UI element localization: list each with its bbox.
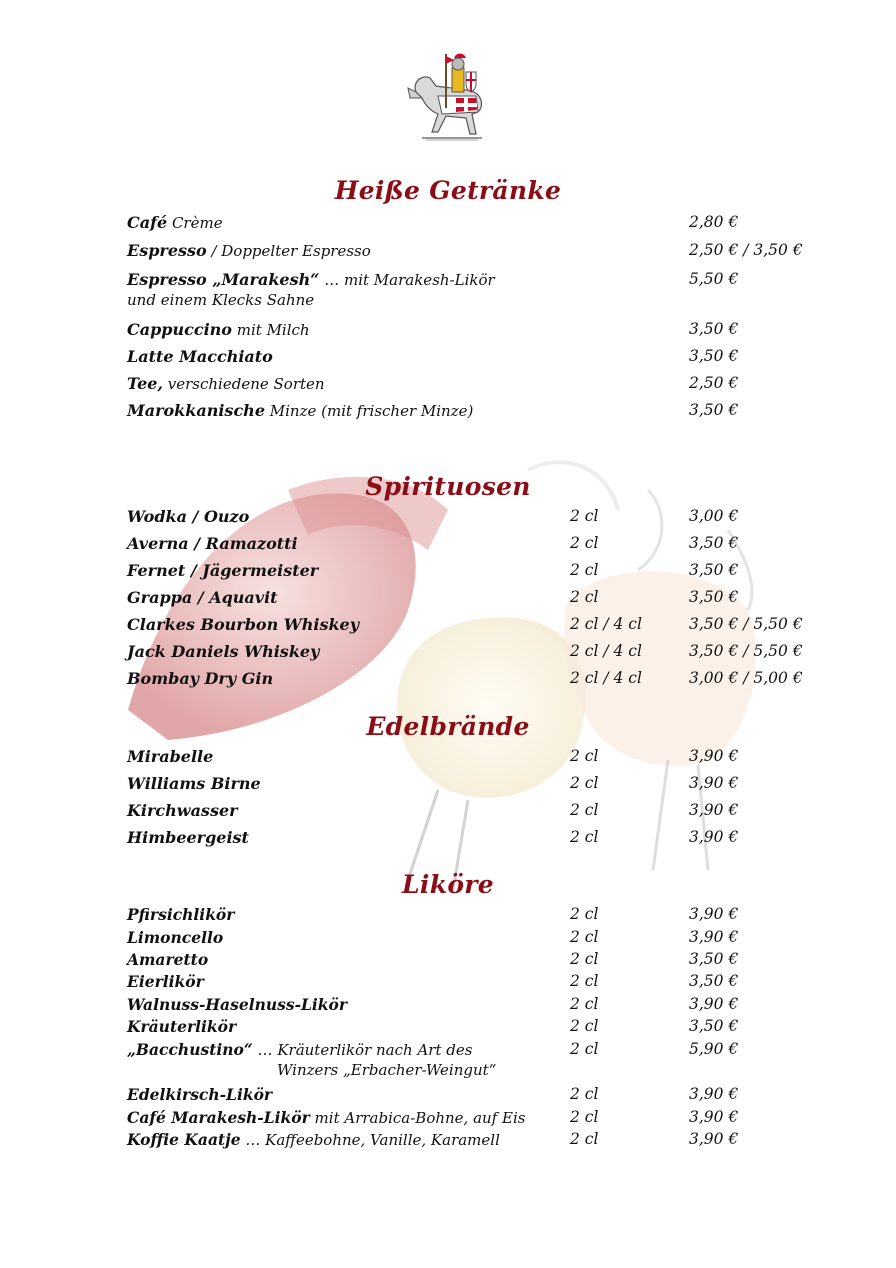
item-price: 3,90 € xyxy=(689,774,739,792)
item-price: 3,50 € xyxy=(689,972,739,990)
item-price: 3,50 € xyxy=(689,950,739,968)
menu-item xyxy=(127,561,847,583)
item-name: Kirchwasser xyxy=(127,801,238,820)
item-price: 2,50 € / 3,50 € xyxy=(689,241,803,259)
item-price: 5,90 € xyxy=(689,1040,739,1058)
item-price: 3,90 € xyxy=(689,905,739,923)
item-name: Marokkanische Minze (mit frischer Minze) xyxy=(127,401,474,420)
item-price: 3,50 € xyxy=(689,401,739,419)
item-volume: 2 cl / 4 cl xyxy=(570,642,642,660)
item-name: „Bacchustino“ … Kräuterlikör nach Art des xyxy=(127,1040,473,1059)
item-name: Pfirsichlikör xyxy=(127,905,235,924)
item-volume: 2 cl xyxy=(570,1017,599,1035)
item-name: Café Marakesh-Likör mit Arrabica-Bohne, auf Eis xyxy=(127,1108,526,1127)
menu-item xyxy=(127,320,847,342)
item-price: 3,90 € xyxy=(689,1130,739,1148)
item-description-line2: und einem Klecks Sahne xyxy=(127,291,315,309)
item-price: 3,90 € xyxy=(689,801,739,819)
item-price: 3,50 € xyxy=(689,561,739,579)
menu-item xyxy=(127,1108,847,1130)
item-volume: 2 cl / 4 cl xyxy=(570,615,642,633)
menu-item xyxy=(127,928,847,950)
item-volume: 2 cl xyxy=(570,1085,599,1103)
item-price: 3,50 € xyxy=(689,320,739,338)
item-name: Kräuterlikör xyxy=(127,1017,237,1036)
item-price: 5,50 € xyxy=(689,270,739,288)
menu-item xyxy=(127,241,847,263)
item-volume: 2 cl xyxy=(570,561,599,579)
item-volume: 2 cl xyxy=(570,928,599,946)
menu-item xyxy=(127,347,847,369)
item-volume: 2 cl xyxy=(570,588,599,606)
menu-item xyxy=(127,615,847,637)
item-name: Amaretto xyxy=(127,950,209,969)
item-price: 3,50 € xyxy=(689,588,739,606)
item-price: 2,80 € xyxy=(689,213,739,231)
item-name: Edelkirsch-Likör xyxy=(127,1085,273,1104)
item-price: 3,90 € xyxy=(689,1108,739,1126)
item-volume: 2 cl xyxy=(570,828,599,846)
item-price: 3,00 € / 5,00 € xyxy=(689,669,803,687)
item-volume: 2 cl xyxy=(570,1040,599,1058)
item-name: Tee, verschiedene Sorten xyxy=(127,374,325,393)
item-name: Limoncello xyxy=(127,928,224,947)
item-price: 3,90 € xyxy=(689,995,739,1013)
item-name: Averna / Ramazotti xyxy=(127,534,298,553)
item-name: Café Crème xyxy=(127,213,223,232)
section-title-spirituosen: Spirituosen xyxy=(365,472,531,501)
item-volume: 2 cl xyxy=(570,1108,599,1126)
menu-item xyxy=(127,374,847,396)
menu-item xyxy=(127,801,847,823)
menu-item xyxy=(127,1017,847,1039)
item-price: 3,50 € / 5,50 € xyxy=(689,615,803,633)
item-name: Williams Birne xyxy=(127,774,261,793)
item-name: Wodka / Ouzo xyxy=(127,507,250,526)
item-name: Bombay Dry Gin xyxy=(127,669,274,688)
knight-on-horse-logo xyxy=(402,52,494,144)
menu-item xyxy=(127,828,847,850)
item-name: Mirabelle xyxy=(127,747,214,766)
item-volume: 2 cl xyxy=(570,801,599,819)
menu-item xyxy=(127,669,847,691)
menu-item xyxy=(127,1085,847,1107)
menu-item xyxy=(127,1040,847,1082)
item-price: 2,50 € xyxy=(689,374,739,392)
item-volume: 2 cl xyxy=(570,534,599,552)
menu-item xyxy=(127,905,847,927)
item-volume: 2 cl xyxy=(570,972,599,990)
item-name: Himbeergeist xyxy=(127,828,249,847)
item-volume: 2 cl xyxy=(570,747,599,765)
item-price: 3,50 € xyxy=(689,534,739,552)
menu-item xyxy=(127,642,847,664)
item-name: Walnuss-Haselnuss-Likör xyxy=(127,995,348,1014)
item-name: Espresso / Doppelter Espresso xyxy=(127,241,371,260)
item-volume: 2 cl xyxy=(570,774,599,792)
menu-item xyxy=(127,507,847,529)
item-price: 3,50 € xyxy=(689,1017,739,1035)
item-price: 3,50 € / 5,50 € xyxy=(689,642,803,660)
item-name: Koffie Kaatje … Kaffeebohne, Vanille, Karamell xyxy=(127,1130,500,1149)
menu-item xyxy=(127,950,847,972)
menu-item xyxy=(127,270,847,314)
item-name: Cappuccino mit Milch xyxy=(127,320,310,339)
item-volume: 2 cl xyxy=(570,1130,599,1148)
menu-item xyxy=(127,588,847,610)
item-name: Jack Daniels Whiskey xyxy=(127,642,320,661)
item-name: Espresso „Marakesh“ … mit Marakesh-Likör xyxy=(127,270,495,289)
menu-item xyxy=(127,774,847,796)
item-volume: 2 cl xyxy=(570,950,599,968)
item-price: 3,50 € xyxy=(689,347,739,365)
item-volume: 2 cl / 4 cl xyxy=(570,669,642,687)
section-title-likoere: Liköre xyxy=(402,870,494,899)
item-volume: 2 cl xyxy=(570,995,599,1013)
section-title-edelbraende: Edelbrände xyxy=(366,712,530,741)
item-name: Grappa / Aquavit xyxy=(127,588,278,607)
item-name: Clarkes Bourbon Whiskey xyxy=(127,615,360,634)
item-price: 3,00 € xyxy=(689,507,739,525)
section-title-heisse-getraenke: Heiße Getränke xyxy=(334,176,562,205)
menu-item xyxy=(127,534,847,556)
item-price: 3,90 € xyxy=(689,928,739,946)
item-price: 3,90 € xyxy=(689,1085,739,1103)
item-description-line2: Winzers „Erbacher-Weingut“ xyxy=(277,1061,497,1079)
item-price: 3,90 € xyxy=(689,747,739,765)
menu-item xyxy=(127,213,847,235)
item-volume: 2 cl xyxy=(570,905,599,923)
menu-item xyxy=(127,747,847,769)
item-price: 3,90 € xyxy=(689,828,739,846)
menu-item xyxy=(127,995,847,1017)
item-name: Eierlikör xyxy=(127,972,204,991)
item-name: Latte Macchiato xyxy=(127,347,273,366)
menu-item xyxy=(127,401,847,423)
menu-item xyxy=(127,972,847,994)
item-name: Fernet / Jägermeister xyxy=(127,561,319,580)
menu-item xyxy=(127,1130,847,1152)
item-volume: 2 cl xyxy=(570,507,599,525)
